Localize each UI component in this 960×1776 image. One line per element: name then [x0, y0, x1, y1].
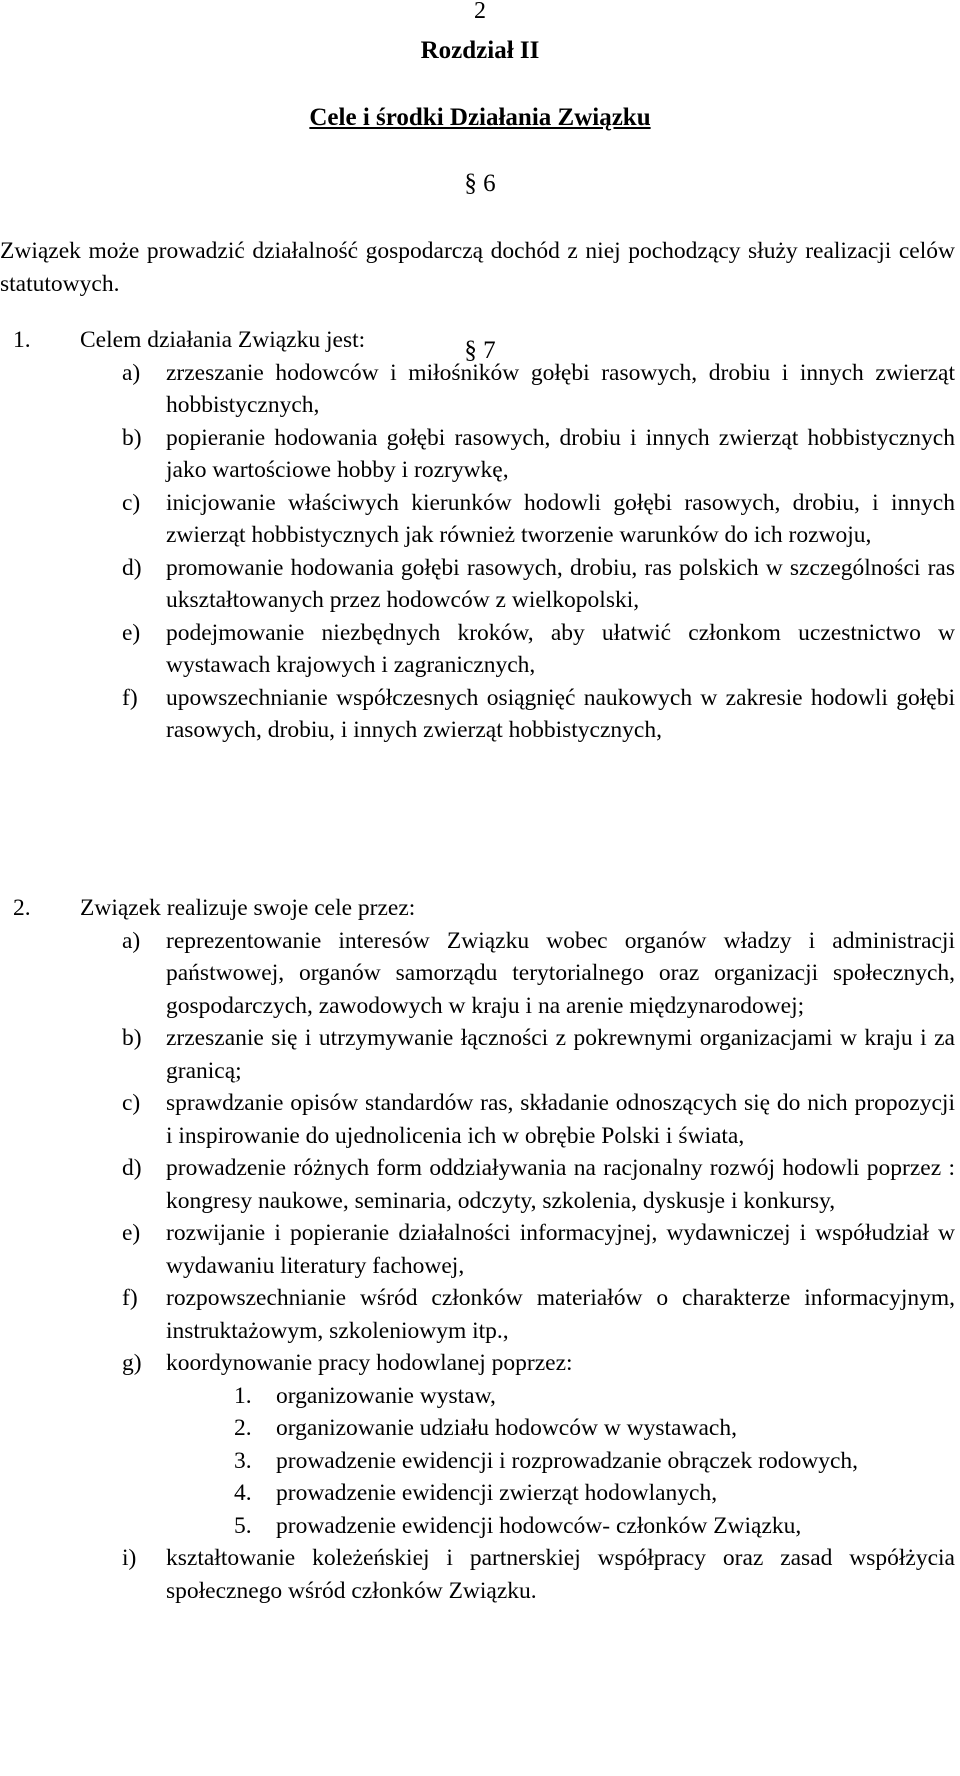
item-text: rozwijanie i popieranie działalności informacyjnej, wydawniczej i współudział w wydawaniu literatury fachowej, [166, 1220, 955, 1279]
item-text: promowanie hodowania gołębi rasowych, drobiu, ras polskich w szczególności ras ukształtowanych przez hodowców z wielkopolski, [166, 554, 955, 613]
list-item [0, 1347, 955, 1380]
sub-item-text: organizowanie wystaw, [276, 1382, 496, 1409]
section-7-mark: § 7 [464, 337, 496, 364]
list-item [0, 1542, 955, 1607]
sub-list-item [0, 1412, 955, 1445]
sub-list-item [0, 1445, 955, 1478]
sub-item-number: 1. [234, 1382, 252, 1409]
list-item [0, 1152, 955, 1217]
item-text: sprawdzanie opisów standardów ras, składanie odnoszących się do nich propozycji i inspirowanie do ujednolicenia ich w obrębie Polski i świata, [166, 1090, 955, 1149]
list-item [0, 552, 955, 617]
point-number: 1. [13, 327, 31, 353]
item-letter: f) [122, 1285, 138, 1311]
sub-item-number: 2. [234, 1415, 252, 1441]
sub-list-item [0, 1510, 955, 1543]
item-text: zrzeszanie hodowców i miłośników gołębi rasowych, drobiu i innych zwierząt hobbistycznych, [166, 359, 955, 418]
item-letter: i) [122, 1545, 137, 1571]
list-item [0, 925, 955, 1023]
chapter-title: Cele i środki Działania Związku [309, 104, 651, 131]
item-text: upowszechnianie współczesnych osiągnięć naukowych w zakresie hodowli gołębi rasowych, drobiu, i innych zwierząt hobbistycznych, [166, 684, 955, 743]
item-text: inicjowanie właściwych kierunków hodowli gołębi rasowych, drobiu, i innych zwierząt hobbistycznych jak również tworzenie warunków do ich rozwoju, [166, 489, 955, 548]
item-text: rozpowszechnianie wśród członków materiałów o charakterze informacyjnym, instruktażowym, szkoleniowym itp., [166, 1285, 955, 1344]
item-text: reprezentowanie interesów Związku wobec organów władzy i administracji państwowej, organów samorządu terytorialnego oraz organizacji społecznych, gospodarczych, zawodowych w kraju i na arenie międzynarodowej; [166, 927, 955, 1019]
list-item [0, 1022, 955, 1087]
item-text: podejmowanie niezbędnych kroków, aby ułatwić członkom uczestnictwo w wystawach krajowych i zagranicznych, [166, 619, 955, 678]
item-letter: c) [122, 1090, 141, 1116]
point-heading: Związek realizuje swoje cele przez: [80, 895, 416, 921]
item-letter: b) [122, 424, 142, 451]
sub-item-text: prowadzenie ewidencji hodowców- członków Związku, [276, 1512, 802, 1539]
item-letter: f) [122, 684, 138, 711]
sub-list-item [0, 1380, 955, 1413]
page-number: 2 [474, 0, 486, 24]
list-item [0, 1087, 955, 1152]
section-6-mark: § 6 [464, 170, 496, 197]
item-text: popieranie hodowania gołębi rasowych, drobiu i innych zwierząt hobbistycznych jako wartościowe hobby i rozrywkę, [166, 424, 955, 483]
list-item [0, 1282, 955, 1347]
list-item [0, 682, 955, 747]
list-item [0, 1217, 955, 1282]
section-7-point-1 [0, 324, 955, 747]
sub-item-number: 3. [234, 1447, 252, 1474]
list-item [0, 357, 955, 422]
sub-list-item [0, 1477, 955, 1510]
item-letter: c) [122, 489, 141, 516]
sub-item-number: 5. [234, 1512, 252, 1539]
item-letter: e) [122, 619, 141, 646]
sub-item-text: prowadzenie ewidencji i rozprowadzanie obrączek rodowych, [276, 1447, 859, 1474]
item-letter: d) [122, 554, 142, 581]
item-letter: a) [122, 359, 141, 386]
item-letter: a) [122, 927, 141, 954]
item-text: prowadzenie różnych form oddziaływania na racjonalny rozwój hodowli poprzez : kongresy naukowe, seminaria, odczyty, szkolenia, dyskusje i konkursy, [166, 1155, 955, 1214]
section-7-point-2 [0, 892, 955, 1607]
item-text: zrzeszanie się i utrzymywanie łączności z pokrewnymi organizacjami w kraju i za granicą; [166, 1025, 955, 1084]
item-text: koordynowanie pracy hodowlanej poprzez: [166, 1350, 573, 1376]
sub-item-number: 4. [234, 1480, 252, 1506]
item-letter: g) [122, 1350, 142, 1376]
item-letter: e) [122, 1220, 141, 1246]
sub-item-text: organizowanie udziału hodowców w wystawach, [276, 1415, 737, 1441]
item-letter: b) [122, 1025, 142, 1051]
sub-item-text: prowadzenie ewidencji zwierząt hodowlanych, [276, 1480, 718, 1506]
chapter-heading: Rozdział II [420, 37, 540, 64]
list-item [0, 487, 955, 552]
item-text: kształtowanie koleżeńskiej i partnerskiej współpracy oraz zasad współżycia społecznego wśród członków Związku. [166, 1545, 955, 1604]
list-item [0, 422, 955, 487]
point-number: 2. [13, 895, 31, 921]
point-heading: Celem działania Związku jest: [80, 327, 366, 353]
list-item [0, 617, 955, 682]
section-6-text: Związek może prowadzić działalność gospodarczą dochód z niej pochodzący służy realizacji celów statutowych. [0, 238, 955, 297]
item-letter: d) [122, 1155, 142, 1181]
